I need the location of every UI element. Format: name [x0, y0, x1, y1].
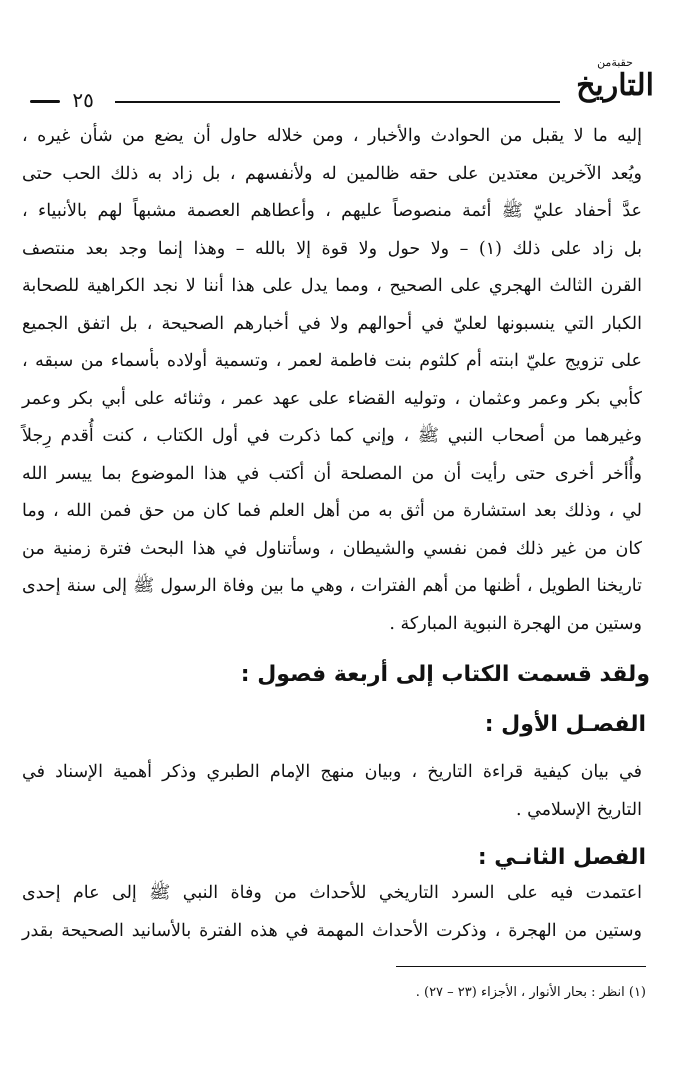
paragraph-line: الكبار التي ينسبونها لعليّ في أحوالهم ولا في أخبارهم الصحيحة ، بل اتفق الجميع	[22, 313, 642, 334]
chapters-heading: ولقد قسمت الكتاب إلى أربعة فصول :	[240, 662, 650, 687]
paragraph-line: وأُأخر أخرى حتى رأيت أن من المصلحة أن أكتب في هذا الموضوع بما ييسر الله	[22, 463, 642, 484]
paragraph-line: عدَّ أحفاد عليّ ﷺ أئمة منصوصاً عليهم ، وأعطاهم العصمة مشبهاً لهم بالأنبياء ،	[22, 201, 642, 221]
section2-line: اعتمدت فيه على السرد التاريخي للأحداث من وفاة النبي ﷺ إلى عام إحدى	[22, 883, 642, 903]
paragraph-line: وغيرهما من أصحاب النبي ﷺ ، وإني كما ذكرت في أول الكتاب ، كنت أُقدم رِجلاً	[22, 426, 642, 446]
page-header	[30, 48, 670, 128]
paragraph-line: كأبي بكر وعمر وعثمان ، وتوليه القضاء على عهد عمر ، وثنائه على أبي بكر وعمر	[22, 388, 642, 409]
paragraph-line: بل زاد على ذلك (١) – ولا حول ولا قوة إلا بالله – وهذا إنما وجد بعد منتصف	[22, 238, 642, 259]
section2-line: وستين من الهجرة ، وذكرت الأحداث المهمة في هذه الفترة بالأسانيد الصحيحة بقدر	[22, 920, 642, 941]
paragraph-line: على تزويج عليّ ابنته أم كلثوم بنت فاطمة لعمر ، وتسمية أولاده بأسماء من سبقه ،	[22, 351, 642, 371]
paragraph-line: ويُعد الآخرين معتدين على حقه ظالمين له ولأنفسهم ، بل زاد به ذلك الحب حتى	[22, 163, 642, 184]
paragraph-line: كان من غير ذلك فمن نفسي والشيطان ، وسأتناول في هذا البحث فترة زمنية من	[22, 538, 642, 559]
paragraph-line: إليه ما لا يقبل من الحوادث والأخبار ، ومن خلاله حاول أن يضع من شأن غيره ،	[22, 126, 642, 146]
paragraph-line: القرن الثالث الهجري على الصحيح ، ومما يدل على هذا أننا لا نجد الكراهية للصحابة	[22, 276, 642, 296]
paragraph-line: تاريخنا الطويل ، أظنها من أهم الفترات ، وهي ما بين وفاة الرسول ﷺ إلى سنة إحدى	[22, 576, 642, 596]
section2-title: الفصل الثانـي :	[477, 845, 646, 870]
main-paragraph	[22, 118, 642, 643]
page-number	[30, 88, 130, 112]
paragraph-line: لي ، وذلك بعد استشارة من أثق به من أهل العلم فما كان من حق فمن الله ، وما	[22, 501, 642, 521]
footnote: (١) انظر : بحار الأنوار ، الأجزاء (٢٣ – ٢٧) .	[415, 985, 646, 1000]
logo-top-text: حقبةمن	[597, 56, 633, 69]
logo-main-text: التاريخ	[576, 68, 654, 103]
book-title-logo	[560, 56, 670, 116]
page-number-value: ٢٥	[72, 88, 94, 112]
paragraph-line: وستين من الهجرة النبوية المباركة .	[389, 613, 642, 634]
section2-text	[22, 875, 642, 950]
header-rule	[115, 101, 560, 103]
section1-line: التاريخ الإسلامي .	[515, 799, 642, 820]
section1-title: الفصـل الأول :	[484, 712, 646, 737]
footnote-rule	[396, 966, 646, 967]
section1-text	[22, 754, 642, 829]
ornament-swash	[30, 100, 60, 103]
section1-line: في بيان كيفية قراءة التاريخ ، وبيان منهج الإمام الطبري وذكر أهمية الإسناد في	[22, 762, 642, 782]
